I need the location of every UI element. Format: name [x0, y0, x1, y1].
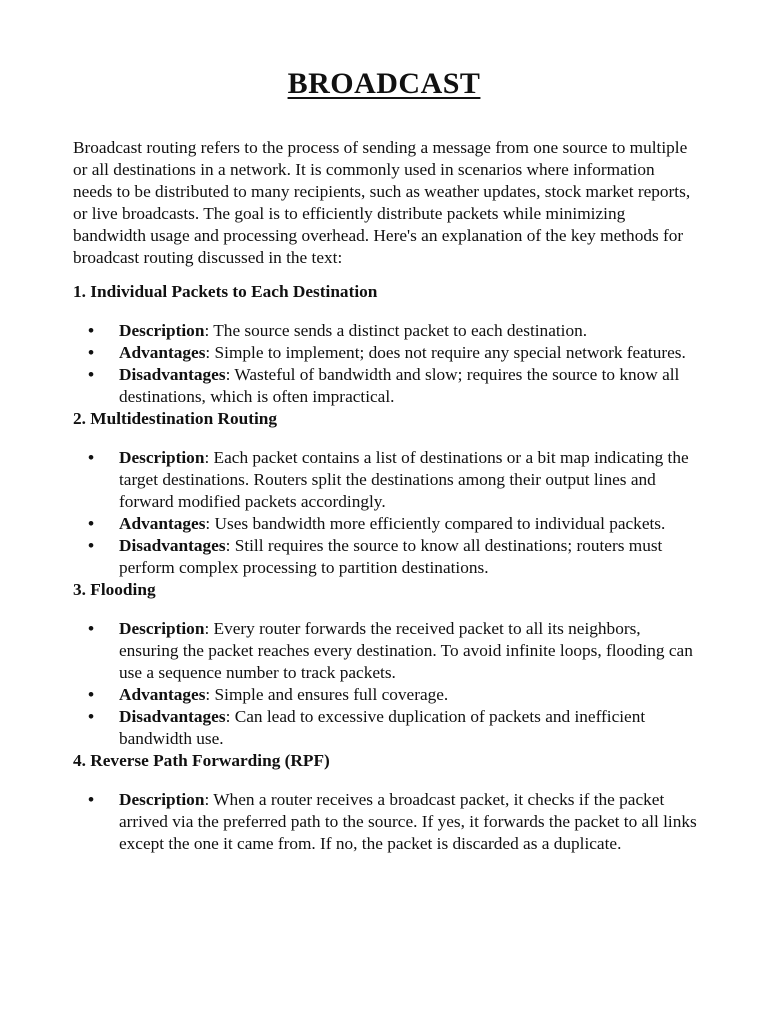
bullet-icon: •	[88, 707, 95, 726]
section-flooding	[73, 579, 698, 750]
bullet-icon: •	[88, 536, 95, 555]
list-item	[73, 364, 698, 408]
item-text: : Simple to implement; does not require any special network features.	[205, 343, 686, 362]
bullet-list	[73, 789, 698, 855]
section-heading: 3. Flooding	[73, 580, 156, 599]
item-term: Disadvantages	[119, 536, 226, 555]
item-text: : Each packet contains a list of destinations or a bit map indicating the target destinations. Routers split the destinations among their output lines and forward modified packets accordingly.	[119, 448, 689, 511]
bullet-list	[73, 447, 698, 579]
list-item	[73, 342, 698, 364]
list-item	[73, 447, 698, 513]
list-item	[73, 513, 698, 535]
intro-paragraph: Broadcast routing refers to the process of sending a message from one source to multiple or all destinations in a network. It is commonly used in scenarios where information needs to be distributed to many recipients, such as weather updates, stock market reports, or live broadcasts. The goal is to efficiently distribute packets while minimizing bandwidth usage and processing overhead. Here's an explanation of the key methods for broadcast routing discussed in the text:	[73, 138, 691, 267]
bullet-list	[73, 618, 698, 750]
page-title: BROADCAST	[287, 67, 481, 100]
section-heading: 2. Multidestination Routing	[73, 409, 278, 428]
item-text: : Simple and ensures full coverage.	[205, 685, 449, 704]
bullet-icon: •	[88, 619, 95, 638]
item-text: : The source sends a distinct packet to each destination.	[204, 321, 588, 340]
list-item	[73, 684, 698, 706]
bullet-icon: •	[88, 685, 95, 704]
document-body	[73, 137, 698, 855]
item-term: Disadvantages	[119, 707, 226, 726]
item-term: Description	[119, 790, 205, 809]
list-item	[73, 618, 698, 684]
bullet-icon: •	[88, 365, 95, 384]
list-item	[73, 789, 698, 855]
item-term: Disadvantages	[119, 365, 226, 384]
list-item	[73, 320, 698, 342]
section-individual-packets	[73, 281, 698, 408]
item-term: Advantages	[119, 514, 206, 533]
item-text: : Wasteful of bandwidth and slow; requires the source to know all destinations, which is often impractical.	[119, 365, 680, 406]
section-heading: 1. Individual Packets to Each Destination	[73, 282, 378, 301]
bullet-icon: •	[88, 790, 95, 809]
item-text: : Can lead to excessive duplication of packets and inefficient bandwidth use.	[119, 707, 646, 748]
section-multidestination-routing	[73, 408, 698, 579]
bullet-icon: •	[88, 514, 95, 533]
item-term: Description	[119, 448, 205, 467]
bullet-list	[73, 320, 698, 408]
item-text: : Still requires the source to know all destinations; routers must perform complex processing to partition destinations.	[119, 536, 663, 577]
item-text: : Every router forwards the received packet to all its neighbors, ensuring the packet reaches every destination. To avoid infinite loops, flooding can use a sequence number to track packets.	[119, 619, 693, 682]
item-term: Advantages	[119, 343, 206, 362]
item-term: Description	[119, 321, 205, 340]
item-text: : Uses bandwidth more efficiently compared to individual packets.	[205, 514, 666, 533]
list-item	[73, 535, 698, 579]
item-term: Advantages	[119, 685, 206, 704]
list-item	[73, 706, 698, 750]
item-text: : When a router receives a broadcast packet, it checks if the packet arrived via the preferred path to the source. If yes, it forwards the packet to all links except the one it came from. If no, the packet is discarded as a duplicate.	[119, 790, 697, 853]
bullet-icon: •	[88, 343, 95, 362]
section-reverse-path-forwarding	[73, 750, 698, 855]
bullet-icon: •	[88, 448, 95, 467]
item-term: Description	[119, 619, 205, 638]
section-heading: 4. Reverse Path Forwarding (RPF)	[73, 751, 330, 770]
bullet-icon: •	[88, 321, 95, 340]
